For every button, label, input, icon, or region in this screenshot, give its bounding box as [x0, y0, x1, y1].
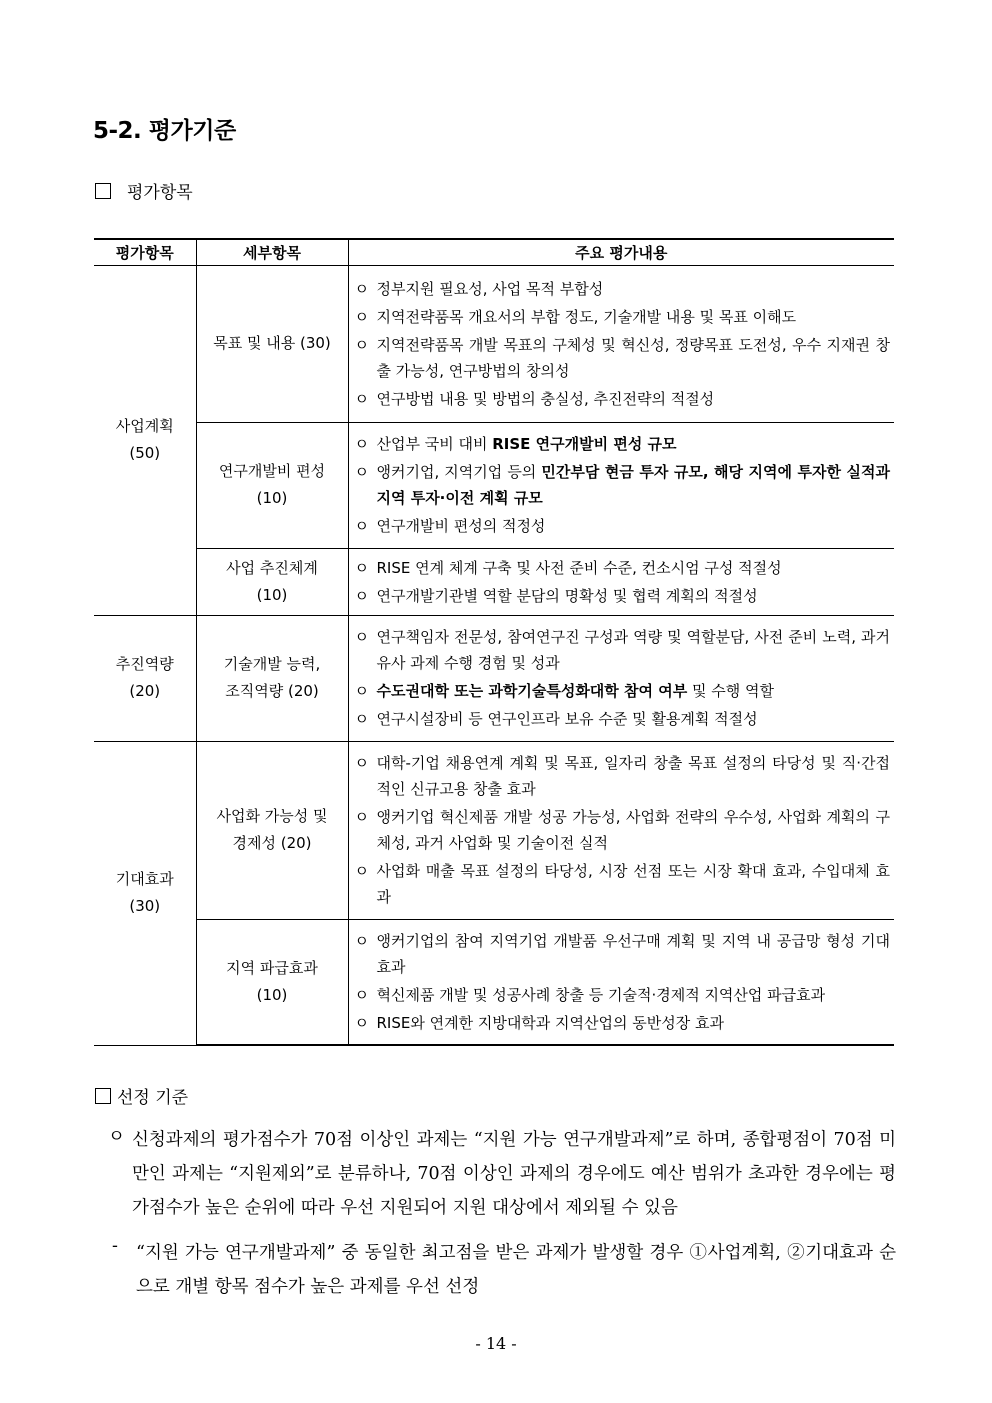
- bullet: ㅇ: [354, 279, 369, 298]
- header-content: 주요 평가내용: [348, 239, 894, 265]
- list-item: 연구책임자 전문성, 참여연구진 구성과 역량 및 역할분담, 사전 준비 노력, 과거 유사 과제 수행 경험 및 성과: [376, 628, 890, 672]
- list-item: 지역전략품목 개요서의 부합 정도, 기술개발 내용 및 목표 이해도: [376, 307, 797, 326]
- content-cell: [348, 548, 894, 615]
- list-item: 앵커기업의 참여 지역기업 개발품 우선구매 계획 및 지역 내 공급망 형성 기대 효과: [376, 931, 890, 976]
- bullet: ㅇ: [354, 307, 369, 326]
- bullet: ㅇ: [354, 710, 369, 728]
- subitem-tech-capability: 기술개발 능력, 조직역량 (20): [196, 615, 348, 741]
- bullet: ㅇ: [354, 754, 369, 772]
- list-item-emphasis: RISE 연구개발비 편성 규모: [492, 435, 677, 453]
- criteria-text: “지원 가능 연구개발과제” 중 동일한 최고점을 받은 과제가 발생할 경우 ①사업계획, ②기대효과 순으로 개별 항목 점수가 높은 과제를 우선 선정: [136, 1243, 896, 1297]
- bullet: ㅇ: [354, 558, 369, 577]
- subhead-label: 선정 기준: [117, 1088, 189, 1108]
- checkbox-square-icon: [95, 1088, 111, 1104]
- bullet: ㅇ: [354, 517, 369, 535]
- content-cell: [348, 265, 894, 422]
- list-item: 대학-기업 채용연계 계획 및 목표, 일자리 창출 목표 설정의 타당성 및 직·간접적인 신규고용 창출 효과: [376, 754, 890, 798]
- content-cell: [348, 741, 894, 919]
- category-business-plan: 사업계획 (50): [94, 265, 196, 615]
- category-expected-effect: 기대효과 (30): [94, 741, 196, 1045]
- subitem-regional-effect: 지역 파급효과 (10): [196, 919, 348, 1045]
- content-cell: [348, 422, 894, 548]
- list-item-text: 앵커기업, 지역기업 등의: [376, 463, 542, 481]
- bullet: ㅇ: [354, 628, 369, 646]
- checkbox-square-icon: [95, 183, 111, 199]
- bullet: ㅇ: [354, 335, 369, 354]
- list-item: [377, 459, 891, 511]
- list-item-text: 및 수행 역할: [687, 682, 774, 700]
- page-number: - 14 -: [475, 1334, 517, 1353]
- table-row: [94, 422, 894, 548]
- subitem-execution-system: 사업 추진체계 (10): [196, 548, 348, 615]
- list-item: 연구개발기관별 역할 분담의 명확성 및 협력 계획의 적절성: [376, 586, 758, 605]
- criteria-paragraph-2: [112, 1236, 896, 1304]
- list-item-emphasis: 수도권대학 또는 과학기술특성화대학 참여 여부: [376, 682, 688, 700]
- table-row: [94, 919, 894, 1045]
- list-item-emphasis: 민간부담 현금 투자 규모, 해당 지역에 투자한 실적과 지역 투자·이전 계획 규모: [376, 463, 890, 507]
- list-item: RISE 연계 체계 구축 및 사전 준비 수준, 컨소시엄 구성 적절성: [376, 558, 782, 577]
- list-item: 정부지원 필요성, 사업 목적 부합성: [376, 279, 604, 298]
- table-row: [94, 548, 894, 615]
- table-row: [94, 265, 894, 422]
- bullet: ㅇ: [354, 435, 369, 453]
- evaluation-table: [94, 238, 894, 1046]
- bullet: ㅇ: [354, 682, 369, 700]
- bullet: ㅇ: [354, 985, 369, 1004]
- list-item: 앵커기업 혁신제품 개발 성공 가능성, 사업화 전략의 우수성, 사업화 계획의 구체성, 과거 사업화 및 기술이전 실적: [376, 808, 890, 852]
- bullet: ㅇ: [354, 389, 369, 408]
- content-cell: [348, 919, 894, 1045]
- bullet: ㅇ: [354, 586, 369, 605]
- list-item: 혁신제품 개발 및 성공사례 창출 등 기술적·경제적 지역산업 파급효과: [376, 985, 826, 1004]
- table-row: [94, 741, 894, 919]
- criteria-paragraph-1: [108, 1123, 896, 1225]
- bullet: ㅇ: [354, 862, 369, 880]
- subitem-rnd-budget: 연구개발비 편성 (10): [196, 422, 348, 548]
- category-capability: 추진역량 (20): [94, 615, 196, 741]
- criteria-text: 신청과제의 평가점수가 70점 이상인 과제는 “지원 가능 연구개발과제”로 하며, 종합평점이 70점 미만인 과제는 “지원제외”로 분류하나, 70점 이상인 과제의 경우에도 예산 범위가 초과한 경우에는 평가점수가 높은 순위에 따라 우선 지원되어 지원 대상에서 제외될 수 있음: [132, 1130, 896, 1218]
- bullet: ㅇ: [354, 463, 369, 481]
- list-item: 연구방법 내용 및 방법의 충실성, 추진전략의 적절성: [376, 389, 715, 408]
- list-item-text: 산업부 국비 대비: [376, 435, 493, 453]
- bullet: ㅇ: [354, 1013, 369, 1032]
- list-item: [377, 678, 891, 704]
- header-subitem: 세부항목: [196, 239, 348, 265]
- table-row: [94, 615, 894, 741]
- list-item: 연구개발비 편성의 적정성: [376, 517, 546, 535]
- bullet: ㅇ: [354, 808, 369, 826]
- header-category: 평가항목: [94, 239, 196, 265]
- content-cell: [348, 615, 894, 741]
- bullet: ㅇ: [354, 931, 369, 950]
- table-header-row: [94, 239, 894, 265]
- list-item: [377, 431, 891, 457]
- list-item: 지역전략품목 개발 목표의 구체성 및 혁신성, 정량목표 도전성, 우수 지재권 창출 가능성, 연구방법의 창의성: [376, 335, 890, 380]
- list-item: RISE와 연계한 지방대학과 지역산업의 동반성장 효과: [376, 1013, 724, 1032]
- subhead-selection-criteria: [95, 1083, 188, 1108]
- subhead-evaluation-items: [95, 178, 193, 203]
- subhead-label: 평가항목: [127, 183, 193, 203]
- bullet: ㅇ: [108, 1127, 125, 1147]
- list-item: 연구시설장비 등 연구인프라 보유 수준 및 활용계획 적절성: [376, 710, 758, 728]
- subitem-goals: 목표 및 내용 (30): [196, 265, 348, 422]
- subitem-commercialization: 사업화 가능성 및 경제성 (20): [196, 741, 348, 919]
- list-item: 사업화 매출 목표 설정의 타당성, 시장 선점 또는 시장 확대 효과, 수입대체 효과: [376, 862, 890, 906]
- dash-marker: -: [112, 1236, 118, 1256]
- section-title: 5-2. 평가기준: [93, 118, 236, 144]
